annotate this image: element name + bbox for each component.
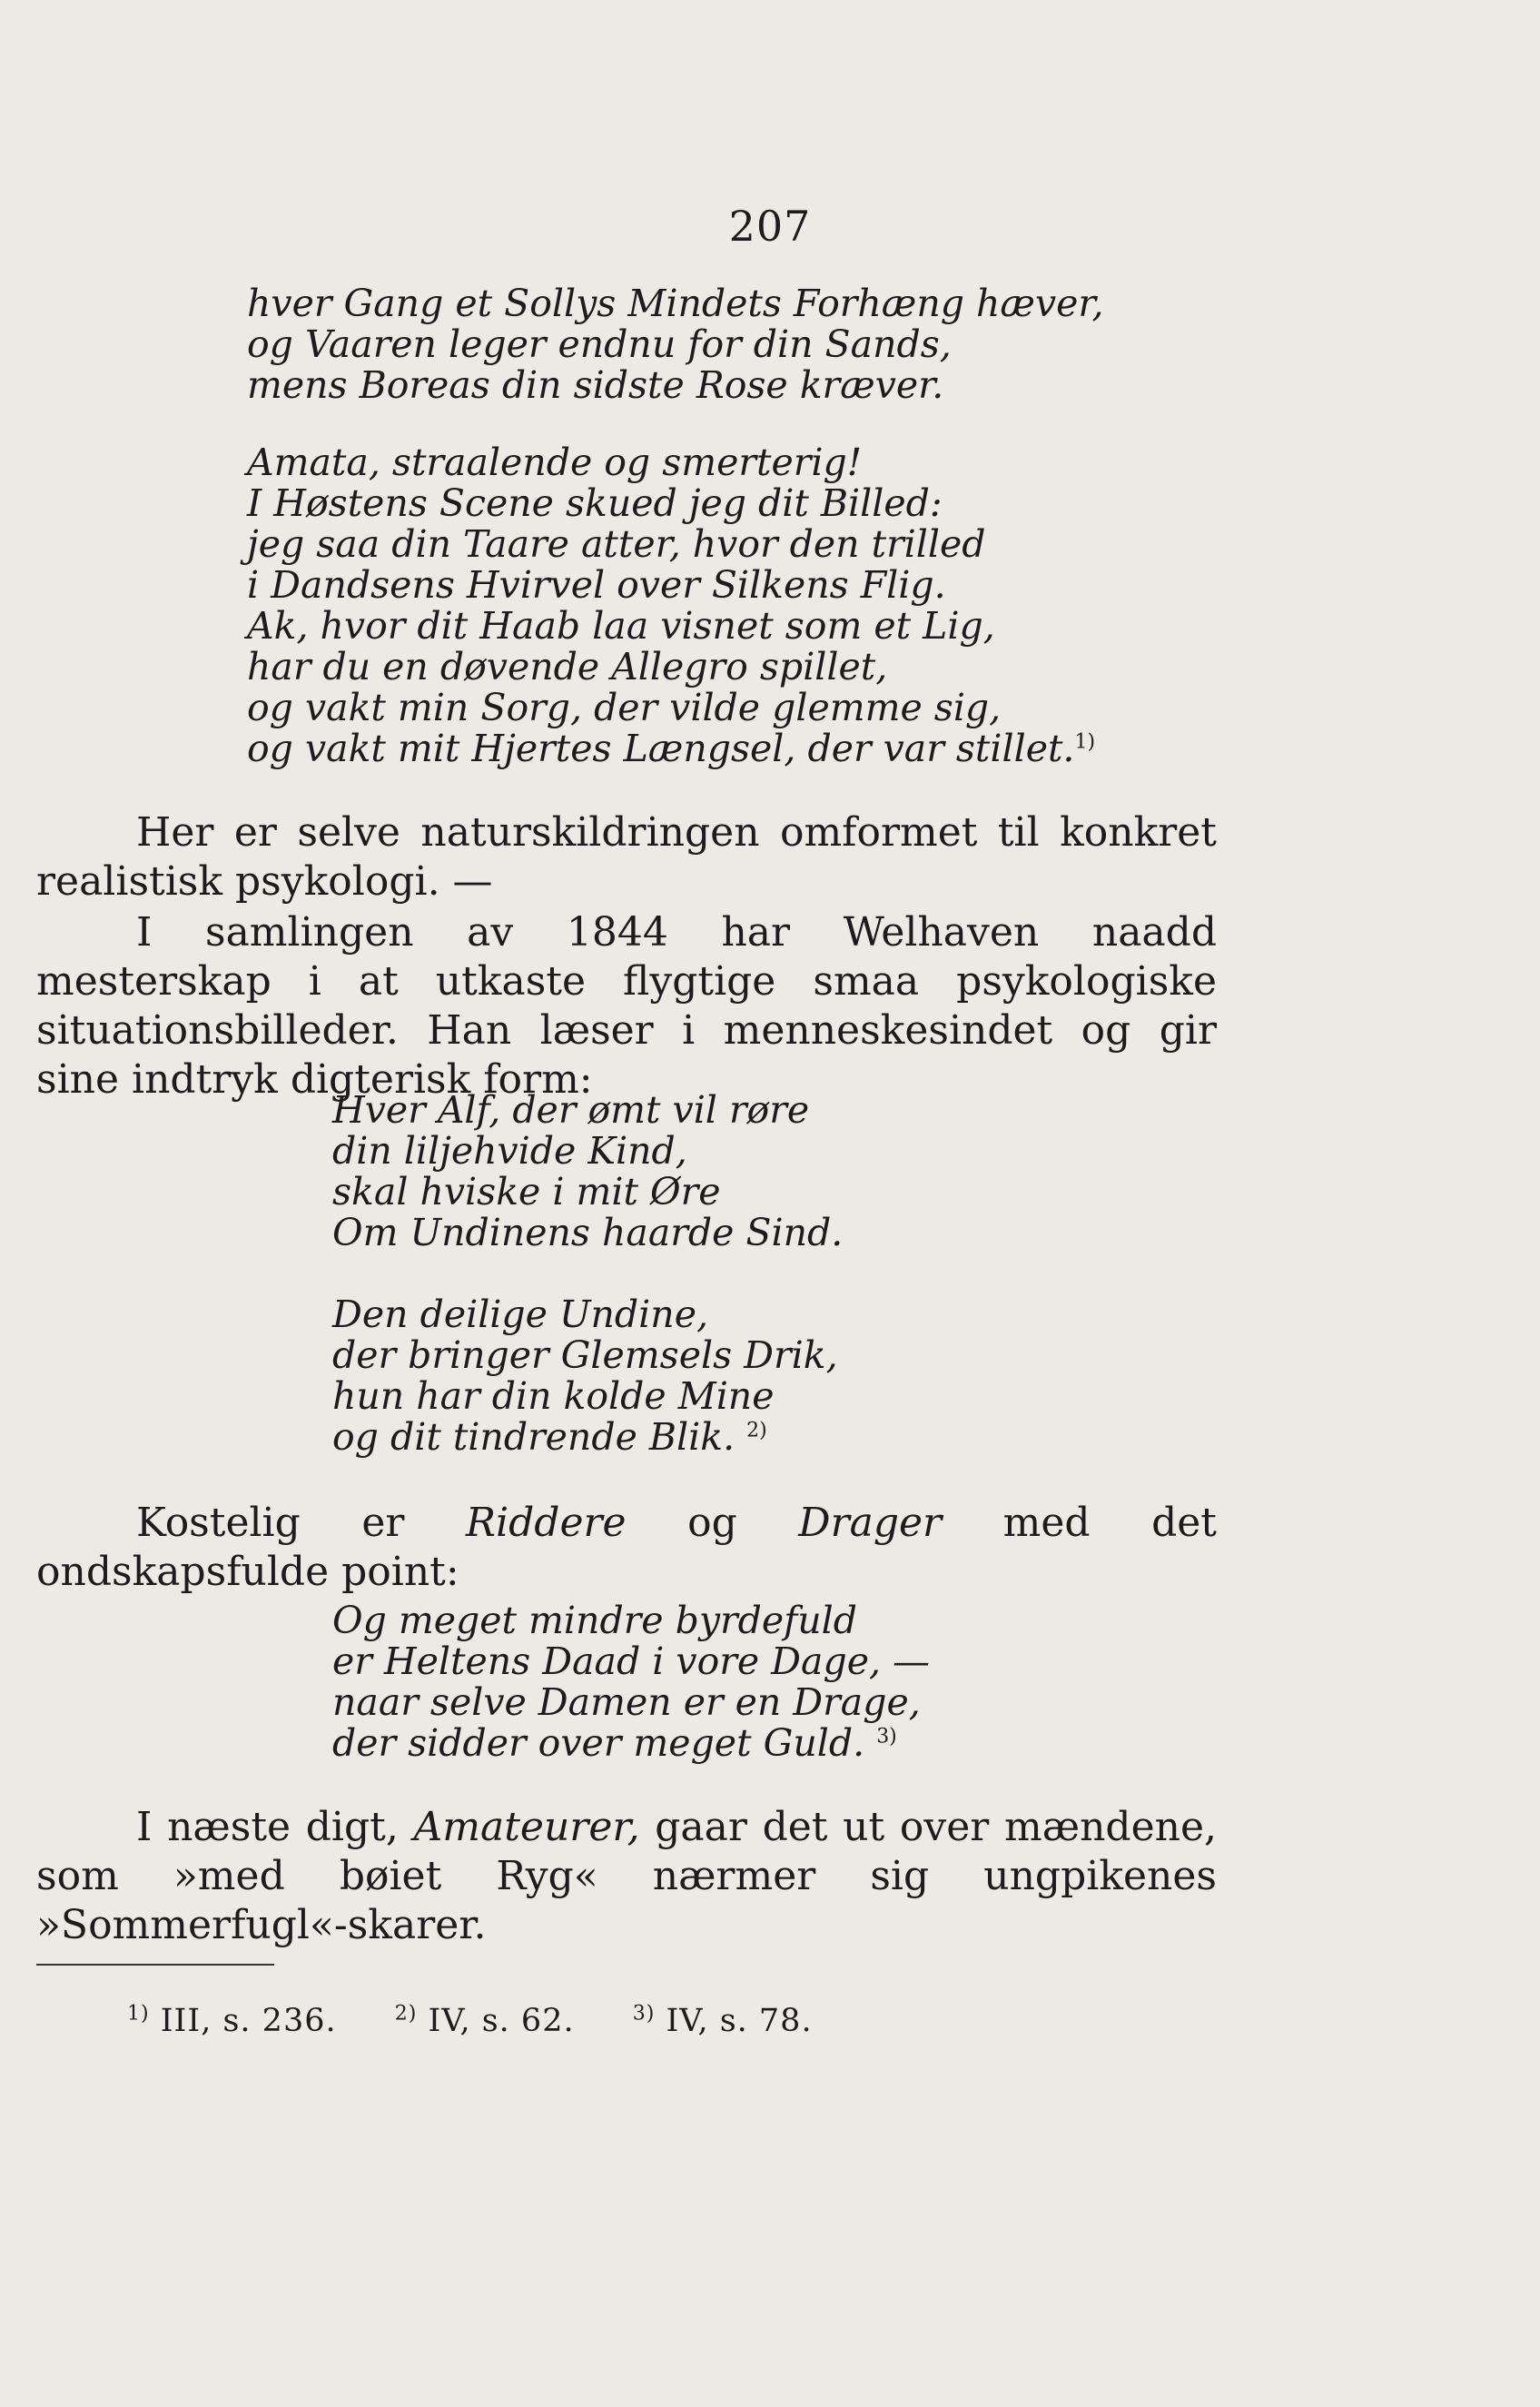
- verse-line: mens Boreas din sidste Rose kræver.: [247, 363, 944, 407]
- footnote-ref: III, s. 236.: [160, 2003, 337, 2039]
- verse-line: I Høstens Scene skued jeg dit Billed:: [247, 481, 943, 525]
- verse-line: Og meget mindre byrdefuld: [332, 1599, 858, 1642]
- verse-stanza-1: [247, 283, 1104, 406]
- footnote-marker: 2): [746, 1419, 767, 1442]
- verse-line: er Heltens Daad i vore Dage, —: [332, 1639, 931, 1683]
- paragraph-4: [36, 1803, 1217, 1950]
- paragraph-text-part: og: [687, 1500, 737, 1546]
- paragraph-1: [36, 808, 1217, 906]
- footnote-3: [633, 2003, 836, 2039]
- verse-stanza-2: [247, 442, 1095, 769]
- footnote-mark: 1): [127, 2002, 150, 2026]
- verse-line: og Vaaren leger endnu for din Sands,: [247, 322, 952, 366]
- paragraph-text: [36, 1499, 1217, 1597]
- verse-line: Hver Alf, der ømt vil røre: [332, 1088, 810, 1132]
- verse-line: [332, 1417, 838, 1458]
- verse-line-text: og dit tindrende Blik.: [332, 1415, 735, 1459]
- verse-line: hun har din kolde Mine: [332, 1374, 775, 1418]
- footnote-divider: [36, 1964, 274, 1966]
- verse-line: Amata, straalende og smerterig!: [247, 441, 863, 484]
- poem-2-stanza-1: [332, 1090, 843, 1253]
- verse-line: jeg saa din Taare atter, hvor den trilled: [247, 522, 986, 566]
- verse-line: [247, 728, 1095, 769]
- verse-line: [332, 1723, 930, 1764]
- footnote-mark: 2): [394, 2002, 418, 2026]
- verse-line: Om Undinens haarde Sind.: [332, 1211, 844, 1254]
- paragraph-2: [36, 908, 1217, 1104]
- footnote-1: [127, 2003, 360, 2039]
- footnote-2: [395, 2003, 598, 2039]
- paragraph-text: I samlingen av 1844 har Welhaven naadd mesterskap i at utkaste flygtige smaa psykologiske situationsbilleder. Han læser i menneskesindet og gir sine indtryk digterisk form:: [36, 909, 1217, 1103]
- footnote-marker: 3): [876, 1725, 897, 1748]
- paragraph-text-part: I næste digt,: [136, 1804, 399, 1850]
- verse-line-text: og vakt mit Hjertes Længsel, der var stillet.: [247, 727, 1075, 770]
- poem-title: Amateurer,: [413, 1804, 640, 1850]
- poem-title: Riddere: [465, 1500, 627, 1546]
- paragraph-text-part: Kostelig er: [136, 1500, 405, 1546]
- verse-line-text: der sidder over meget Guld.: [332, 1721, 865, 1765]
- verse-line: skal hviske i mit Øre: [332, 1170, 721, 1213]
- paragraph-text: [36, 1803, 1217, 1950]
- poem-2-stanza-2: [332, 1294, 838, 1458]
- verse-line: i Dandsens Hvirvel over Silkens Flig.: [247, 563, 946, 607]
- paragraph-3: [36, 1499, 1217, 1597]
- footnote-marker: 1): [1074, 730, 1096, 754]
- paragraph-text-part: med det ondskapsfulde point:: [36, 1500, 1217, 1595]
- verse-line: Den deilige Undine,: [332, 1293, 708, 1336]
- footnote-mark: 3): [632, 2002, 656, 2026]
- verse-line: der bringer Glemsels Drik,: [332, 1333, 838, 1377]
- verse-line: naar selve Damen er en Drage,: [332, 1680, 921, 1724]
- footnote-ref: IV, s. 78.: [666, 2003, 813, 2039]
- footnotes: [127, 2003, 860, 2039]
- verse-line: har du en døvende Allegro spillet,: [247, 645, 888, 688]
- paragraph-text-part: gaar det ut over mændene, som »med bøiet Ryg« nærmer sig ungpikenes »Sommerfugl«-skarer.: [36, 1804, 1217, 1948]
- footnote-ref: IV, s. 62.: [428, 2003, 575, 2039]
- poem-title: Drager: [798, 1500, 943, 1546]
- verse-line: din liljehvide Kind,: [332, 1129, 687, 1173]
- paragraph-text: Her er selve naturskildringen omformet til konkret realistisk psykologi. —: [36, 809, 1217, 905]
- verse-line: og vakt min Sorg, der vilde glemme sig,: [247, 686, 1002, 729]
- verse-line: Ak, hvor dit Haab laa visnet som et Lig,: [247, 604, 995, 648]
- page-number: 207: [728, 202, 812, 251]
- verse-line: hver Gang et Sollys Mindets Forhæng hæver,: [247, 282, 1104, 325]
- poem-3: [332, 1600, 930, 1764]
